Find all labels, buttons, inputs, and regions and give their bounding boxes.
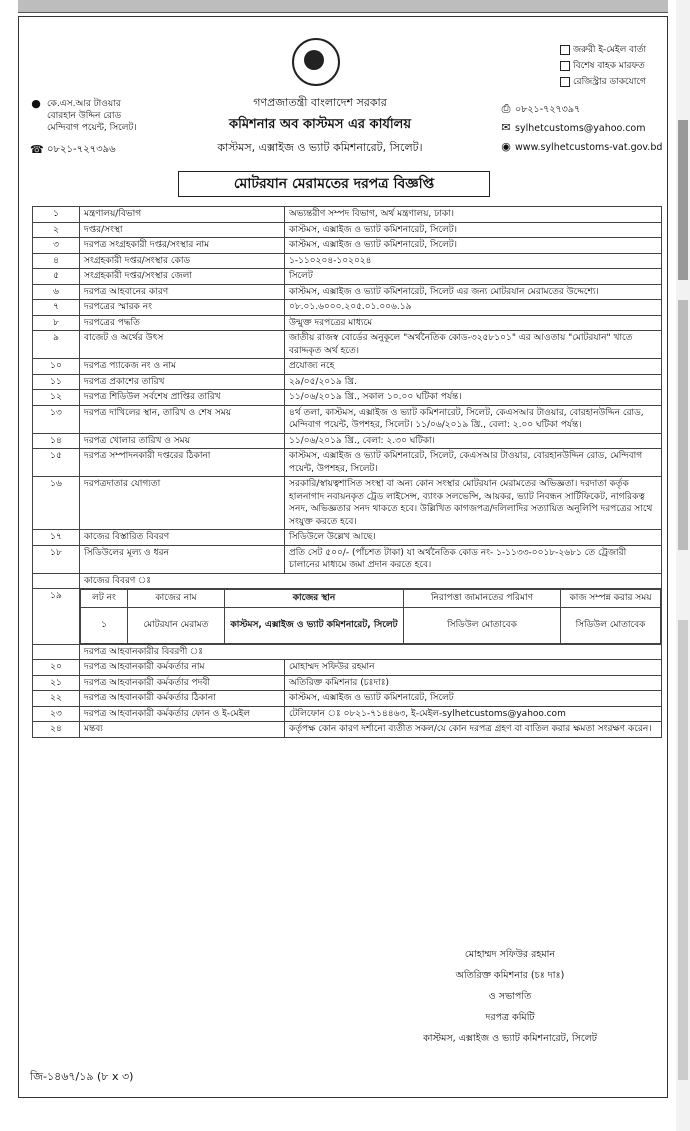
work-header: লট নং	[81, 590, 128, 608]
row-label: দরপত্র দাখিলের স্থান, তারিখ ও শেষ সময়	[80, 405, 285, 433]
row-value: কাস্টমস, এক্সাইজ ও ভ্যাট কমিশনারেট, সিলেট, কেএসআর টাওয়ার, বোরহানউদ্দিন রোড, মেন্দিবাগ পয়েন্ট, উপশহর, সিলেট।	[285, 449, 662, 477]
work-cell: সিডিউল মোতাবেক	[404, 607, 561, 643]
table-row	[33, 390, 662, 406]
row-number: ২২	[33, 691, 80, 707]
table-row	[33, 660, 662, 676]
row-value: ১১/০৬/২০১৯ খ্রি., বেলা: ২.৩০ ঘটিকা।	[285, 433, 662, 449]
row-value: ২৯/০৫/২০১৯ খ্রি.	[285, 374, 662, 390]
row-label: দরপত্র সম্পাদনকারী দপ্তরের ঠিকানা	[80, 449, 285, 477]
row-number: ১৫	[33, 449, 80, 477]
row-number: ১৬	[33, 477, 80, 530]
checkbox[interactable]	[560, 45, 570, 55]
table-row	[33, 222, 662, 238]
notice-title: মোটরযান মেরামতের দরপত্র বিজ্ঞপ্তি	[178, 171, 490, 197]
caller-heading-row	[33, 644, 662, 660]
checkbox[interactable]	[560, 77, 570, 87]
row-value: জাতীয় রাজস্ব বোর্ডের অনুকূলে "অর্থনৈতিক কোড-৩২৫৮১০১" এর আওতায় "মোটরযান" খাতে বরাদ্দকৃত অর্থ হতে।	[285, 331, 662, 359]
row-number: ১০	[33, 359, 80, 375]
row-number: ৫	[33, 269, 80, 285]
table-row	[33, 331, 662, 359]
table-row	[33, 675, 662, 691]
reference-code: জি-১৪৬৭/১৯ (৮ x ৩)	[30, 1070, 134, 1083]
row-value: ১-১১০২০৪-১০২০২৪	[285, 253, 662, 269]
table-row	[33, 405, 662, 433]
row-label: সংগ্রহকারী দপ্তর/সংস্থার কোড	[80, 253, 285, 269]
row-label: দরপত্র খোলার তারিখ ও সময়	[80, 433, 285, 449]
row-label: দরপত্রদাতার যোগ্যতা	[80, 477, 285, 530]
left-contact-info	[30, 98, 160, 156]
row-number: ৮	[33, 315, 80, 331]
row-value: উন্মুক্ত দরপত্রের মাধ্যমে	[285, 315, 662, 331]
row-label: দরপত্র আহবানের কারণ	[80, 284, 285, 300]
table-row	[33, 691, 662, 707]
table-row	[33, 722, 662, 738]
table-row	[33, 300, 662, 316]
row-number: ২১	[33, 675, 80, 691]
row-label: দরপত্র প্যাকেজ নং ও নাম	[80, 359, 285, 375]
row-value: ১১/০৬/২০১৯ খ্রি., সকাল ১০.০০ ঘটিকা পর্যন্ত।	[285, 390, 662, 406]
row-value: কাস্টমস, এক্সাইজ ও ভ্যাট কমিশনারেট, সিলেট	[285, 691, 662, 707]
row-label: দরপত্রের পদ্ধতি	[80, 315, 285, 331]
row-number: ১২	[33, 390, 80, 406]
header-line-2: কমিশনার অব কাস্টমস এর কার্যালয়	[229, 117, 411, 132]
office-header	[150, 94, 490, 158]
checkbox-label: জরুরী ই-মেইল বার্তা	[573, 45, 647, 55]
row-value: কাস্টমস, এক্সাইজ ও ভ্যাট কমিশনারেট, সিলেট এর জন্য মোটরযান মেরামতের উদ্দেশ্যে।	[285, 284, 662, 300]
row-label: দরপত্র আহবানকারী কর্মকর্তার ঠিকানা	[80, 691, 285, 707]
table-row	[33, 545, 662, 573]
row-label: দরপত্র আহবানকারী কর্মকর্তার পদবী	[80, 675, 285, 691]
row-value: মোহাম্মদ সফিউর রহমান	[285, 660, 662, 676]
address-line: কে.এস.আর টাওয়ার	[47, 99, 121, 109]
table-row	[33, 530, 662, 546]
row-label: দরপত্র আহবানকারী কর্মকর্তার নাম	[80, 660, 285, 676]
row-number: ৩	[33, 238, 80, 254]
row-number: ২০	[33, 660, 80, 676]
row-number: ১১	[33, 374, 80, 390]
checkbox-label: রেজিস্ট্রার ডাকযোগে	[573, 77, 646, 87]
address-line: মেন্দিবাগ পয়েন্ট, সিলেট।	[47, 123, 137, 133]
row-number: ১৩	[33, 405, 80, 433]
work-heading-row	[33, 573, 662, 589]
adjacent-page-edge	[676, 0, 690, 1131]
table-row	[33, 477, 662, 530]
checkbox-label: বিশেষ বাহক মারফত	[573, 61, 645, 71]
work-header: কাজ সম্পন্ন করার সময়	[561, 590, 661, 608]
row-value: সরকারি/স্বায়ত্বশাসিত সংস্থা বা অন্য কোন সংস্থার মোটরযান মেরামতের অভিজ্ঞতা। দরদাতা কর্তৃক হালনাগাদ নবায়নকৃত ট্রেড লাইসেন্স, ব্যাংক সলভেন্সি, আয়কর, ভ্যাট নিবন্ধন সার্টিফিকেট, নাগরিকত্ব সনদ, অভিজ্ঞতার সনদ থাকতে হবে। উল্লিখিত কাগজপত্র/দলিলাদির সত্যায়িত অনুলিপি দরপত্রের সাথে সংযুক্ত করতে হবে।	[285, 477, 662, 530]
row-label: বাজেট ও অর্থের উৎস	[80, 331, 285, 359]
scan-top-border	[18, 0, 668, 13]
signatory-office: কাস্টমস, এক্সাইজ ও ভ্যাট কমিশনারেট, সিলেট	[423, 1033, 597, 1044]
signatory-committee: দরপত্র কমিটি	[485, 1012, 535, 1023]
row-number: ১৮	[33, 545, 80, 573]
right-contact-info	[500, 100, 662, 157]
header-line-1: গণপ্রজাতন্ত্রী বাংলাদেশ সরকার	[253, 96, 387, 109]
row-label: দপ্তর/সংস্থা	[80, 222, 285, 238]
table-row	[33, 449, 662, 477]
work-cell: কাস্টমস, এক্সাইজ ও ভ্যাট কমিশনারেট, সিলেট	[225, 607, 404, 643]
work-heading: কাজের বিবরণ ঃ	[80, 573, 662, 589]
row-value: প্রতি সেট ৫০০/- (পাঁচশত টাকা) যা অর্থনৈতিক কোড নং- ১-১১৩৩-০০১৮-২৬৮১ তে ট্রেজারী চালানের মাধ্যমে জমা প্রদান করতে হবে।	[285, 545, 662, 573]
row-value: কর্তৃপক্ষ কোন কারণ দর্শানো ব্যতীত সকল/যে কোন দরপত্র গ্রহণ বা বাতিল করার ক্ষমতা সংরক্ষণ করেন।	[285, 722, 662, 738]
row-value: কাস্টমস, এক্সাইজ ও ভ্যাট কমিশনারেট, সিলেট।	[285, 222, 662, 238]
row-value: সিলেট	[285, 269, 662, 285]
fax-number: ০৮২১-৭২৭৩৯৭	[515, 104, 581, 115]
row-label: দরপত্র সংগ্রহকারী দপ্তর/সংস্থার নাম	[80, 238, 285, 254]
row-value: ০৮.০১.৬০০০.২০৫.০১.০০৬.১৯	[285, 300, 662, 316]
row-value: অতিরিক্ত কমিশনার (চঃদাঃ)	[285, 675, 662, 691]
row-label: কাজের বিস্তারিত বিবরণ	[80, 530, 285, 546]
table-row	[33, 253, 662, 269]
row-value: অভ্যন্তরীণ সম্পদ বিভাগ, অর্থ মন্ত্রণালয়, ঢাকা।	[285, 207, 662, 223]
signatory-name: মোহাম্মদ সফিউর রহমান	[464, 949, 556, 960]
email-address: sylhetcustoms@yahoo.com	[515, 123, 646, 134]
address-line: বোরহান উদ্দিন রোড	[47, 111, 122, 121]
work-cell: মোটরযান মেরামত	[128, 607, 225, 643]
fax-icon: ⎙	[501, 102, 511, 115]
table-row	[33, 284, 662, 300]
tender-details-table	[32, 206, 662, 738]
row-number: ২৪	[33, 722, 80, 738]
row-number: ৭	[33, 300, 80, 316]
table-row	[33, 269, 662, 285]
row-value: সিডিউলে উল্লেখ আছে।	[285, 530, 662, 546]
row-label: দরপত্রের স্মারক নং	[80, 300, 285, 316]
website: www.sylhetcustoms-vat.gov.bd	[515, 142, 663, 153]
work-header: কাজের নাম	[128, 590, 225, 608]
telephone-icon: ☎	[30, 143, 44, 156]
work-row	[33, 589, 662, 645]
row-number: ৪	[33, 253, 80, 269]
table-row	[33, 315, 662, 331]
row-number: ১	[33, 207, 80, 223]
row-value: ৪র্থ তলা, কাস্টমস, এক্সাইজ ও ভ্যাট কমিশনারেট, সিলেট, কেএসআর টাওয়ার, বোরহানউদ্দিন রোড, মেন্দিবাগ পয়েন্ট, উপশহর, সিলেট। ১১/০৬/২০১৯ খ্রি., বেলা: ২.০০ ঘটিকা পর্যন্ত।	[285, 405, 662, 433]
row-number: ১৭	[33, 530, 80, 546]
row-value: টেলিফোন ঃ ০৮২১-৭১৪৪৬৩, ই-মেইল-sylhetcustoms@yahoo.com	[285, 706, 662, 722]
signature-block	[390, 944, 630, 1049]
row-label: সংগ্রহকারী দপ্তর/সংস্থার জেলা	[80, 269, 285, 285]
signatory-designation: অতিরিক্ত কমিশনার (চঃ দাঃ)	[455, 970, 565, 981]
phone-number: ০৮২১-৭২৭৩৯৬	[47, 144, 116, 155]
row-number: ১৯	[33, 589, 80, 645]
table-row	[33, 374, 662, 390]
row-label: মন্তব্য	[80, 722, 285, 738]
table-row	[33, 238, 662, 254]
mail-icon: ✉	[501, 121, 511, 134]
signatory-role: ও সভাপতি	[488, 991, 532, 1002]
table-row	[33, 706, 662, 722]
work-cell: সিডিউল মোতাবেক	[561, 607, 661, 643]
government-seal-icon	[292, 38, 340, 86]
globe-icon: ◉	[501, 140, 511, 153]
work-table	[80, 589, 661, 644]
table-row	[33, 359, 662, 375]
work-cell: ১	[81, 607, 128, 643]
row-number: ২	[33, 222, 80, 238]
work-header: নিরাপত্তা জামানতের পরিমাণ	[404, 590, 561, 608]
row-label: দরপত্র আহবানকারী কর্মকর্তার ফোন ও ই-মেইল	[80, 706, 285, 722]
row-number: ৬	[33, 284, 80, 300]
row-label: দরপত্র প্রকাশের তারিখ	[80, 374, 285, 390]
work-header: কাজের স্থান	[225, 590, 404, 608]
row-label: মন্ত্রণালয়/বিভাগ	[80, 207, 285, 223]
table-row	[33, 433, 662, 449]
row-number: ২৩	[33, 706, 80, 722]
row-value: প্রযোজ্য নহে	[285, 359, 662, 375]
table-row	[33, 207, 662, 223]
row-value: কাস্টমস, এক্সাইজ ও ভ্যাট কমিশনারেট, সিলেট।	[285, 238, 662, 254]
row-label: সিডিউলের মূল্য ও ধরন	[80, 545, 285, 573]
location-pin-icon: ●	[31, 97, 41, 110]
caller-heading: দরপত্র আহবানকারীর বিবরণী ঃ	[80, 644, 662, 660]
header-line-3: কাস্টমস, এক্সাইজ ও ভ্যাট কমিশনারেট, সিলেট।	[217, 141, 423, 154]
row-label: দরপত্র শিডিউল সর্বশেষ প্রাপ্তির তারিখ	[80, 390, 285, 406]
checkbox[interactable]	[560, 61, 570, 71]
row-number: ৯	[33, 331, 80, 359]
row-number: ১৪	[33, 433, 80, 449]
delivery-options	[560, 42, 646, 90]
